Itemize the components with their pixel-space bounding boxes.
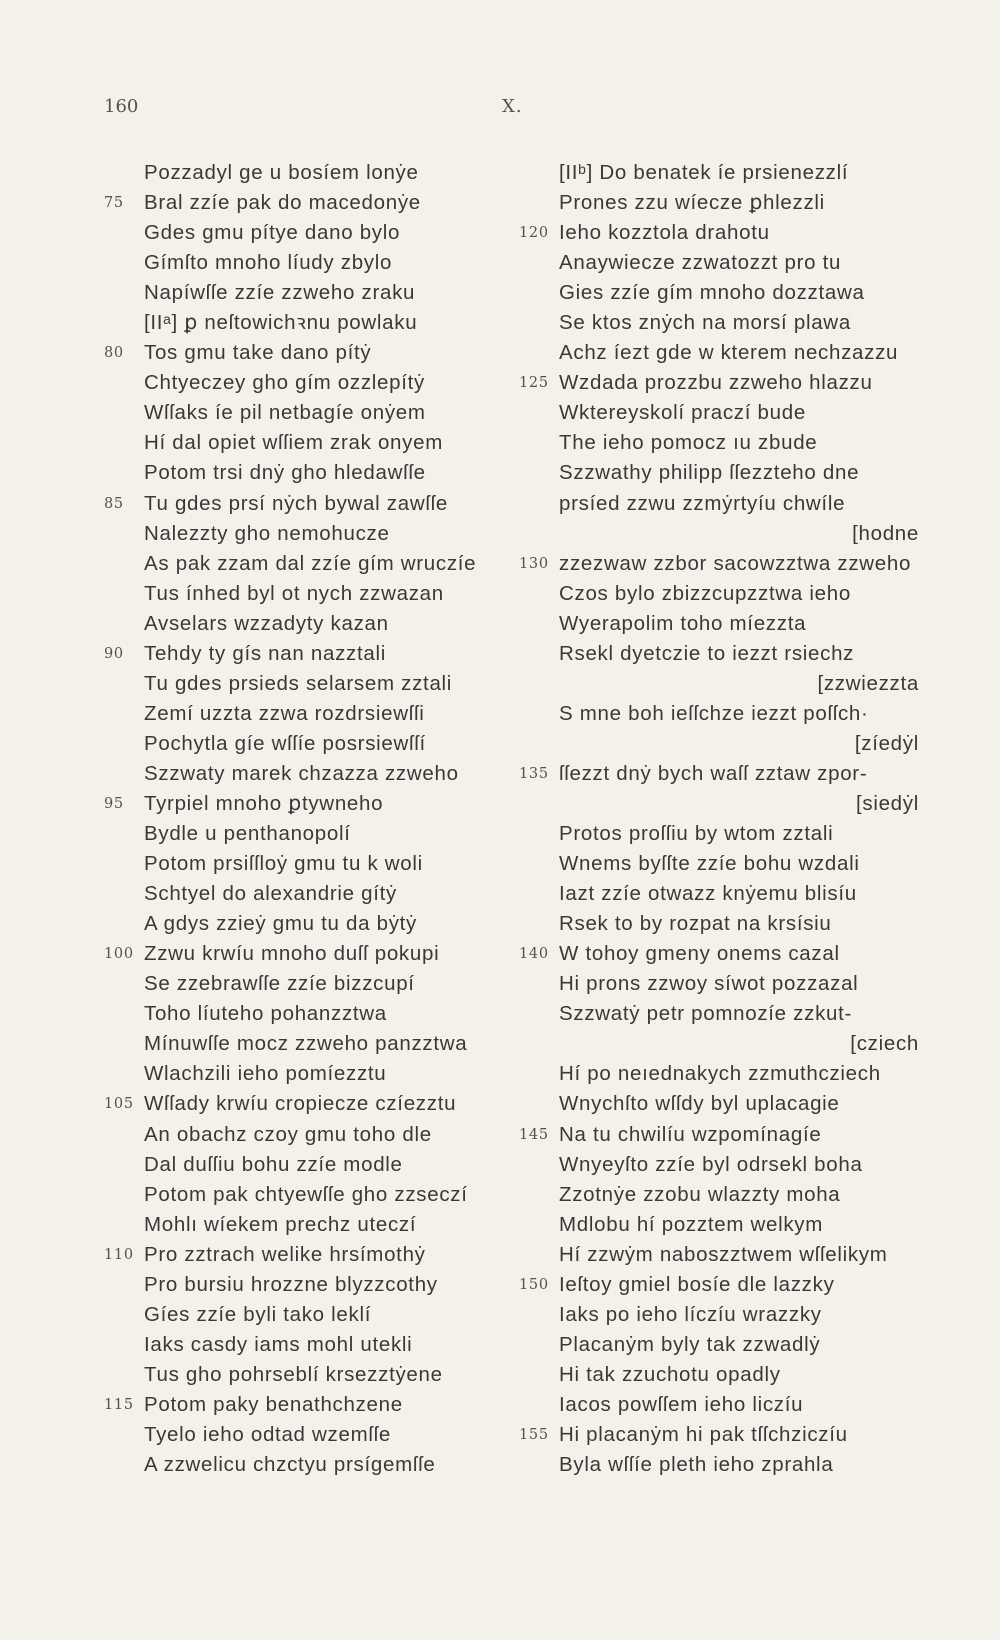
verse-line-continuation bbox=[519, 789, 919, 819]
verse-text: The ieho pomocz ıu zbude bbox=[559, 431, 818, 455]
verse-line bbox=[519, 639, 919, 669]
verse-line bbox=[104, 1390, 524, 1420]
verse-line bbox=[519, 1180, 919, 1210]
verse-line bbox=[104, 1059, 524, 1089]
verse-line bbox=[104, 1029, 524, 1059]
verse-line bbox=[519, 609, 919, 639]
verse-text: Gímſto mnoho líudy zbylo bbox=[144, 251, 393, 275]
verse-line bbox=[519, 278, 919, 308]
verse-line bbox=[104, 248, 524, 278]
verse-text: Rsekl dyetczie to iezzt rsiechz bbox=[559, 641, 855, 665]
verse-line bbox=[104, 669, 524, 699]
verse-text: Mínuwſſe mocz zzweho panzztwa bbox=[144, 1032, 468, 1056]
verse-text: Iacos powſſem ieho liczíu bbox=[559, 1392, 804, 1416]
verse-text: Hi tak zzuchotu opadly bbox=[559, 1362, 781, 1386]
verse-text: Wlachzili ieho pomíezztu bbox=[144, 1062, 387, 1086]
verse-text: Wktereyskolí praczí bude bbox=[559, 401, 806, 425]
verse-line bbox=[104, 579, 524, 609]
verse-text: Tehdy ty gís nan nazztali bbox=[144, 641, 386, 665]
verse-text: Nalezzty gho nemohucze bbox=[144, 521, 390, 545]
chapter-heading: X. bbox=[502, 96, 523, 117]
verse-text: Wnems byſſte zzíe bohu wzdali bbox=[559, 852, 860, 876]
verse-text: An obachz czoy gmu toho dle bbox=[144, 1122, 432, 1146]
verse-line bbox=[104, 489, 524, 519]
verse-line bbox=[104, 549, 524, 579]
page-number: 160 bbox=[104, 96, 139, 117]
verse-text: Szzwaty marek chzazza zzweho bbox=[144, 761, 459, 785]
verse-text: Ieſtoy gmiel bosíe dle lazzky bbox=[559, 1272, 835, 1296]
right-column bbox=[519, 158, 919, 1480]
verse-text: Hí dal opiet wſſiem zrak onyem bbox=[144, 431, 443, 455]
verse-text: Se zzebrawſſe zzíe bizzcupí bbox=[144, 972, 415, 996]
verse-text: Hí zzwẏm naboszztwem wſſelikym bbox=[559, 1242, 888, 1266]
verse-line bbox=[519, 999, 919, 1029]
verse-text: Iaks casdy iams mohl utekli bbox=[144, 1332, 413, 1356]
verse-text: Se ktos znẏch na morsí plawa bbox=[559, 311, 851, 335]
verse-line bbox=[519, 1420, 919, 1450]
verse-text: Achz íezt gde w kterem nechzazzu bbox=[559, 341, 899, 365]
verse-text: Hi prons zzwoy síwot pozzazal bbox=[559, 972, 859, 996]
verse-text: A zzwelicu chzctyu prsígemſſe bbox=[144, 1453, 436, 1477]
verse-line bbox=[519, 1330, 919, 1360]
line-number: 150 bbox=[519, 1276, 549, 1293]
verse-text: Gíes zzíe byli tako leklí bbox=[144, 1302, 372, 1326]
verse-text: Avselars wzzadyty kazan bbox=[144, 611, 389, 635]
verse-line bbox=[104, 1089, 524, 1119]
verse-line bbox=[519, 909, 919, 939]
verse-text: Tus ínhed byl ot nych zzwazan bbox=[144, 581, 444, 605]
verse-text: Ieho kozztola drahotu bbox=[559, 221, 770, 245]
verse-line bbox=[104, 338, 524, 368]
verse-text: Hí po neıednakych zzmuthcziech bbox=[559, 1062, 881, 1086]
verse-text: Wzdada prozzbu zzweho hlazzu bbox=[559, 371, 873, 395]
verse-line bbox=[519, 188, 919, 218]
verse-line bbox=[104, 188, 524, 218]
verse-line bbox=[104, 729, 524, 759]
verse-text: Tus gho pohrseblí krsezztẏene bbox=[144, 1362, 443, 1386]
verse-text: W tohoy gmeny onems cazal bbox=[559, 942, 840, 966]
verse-line bbox=[104, 1210, 524, 1240]
verse-line bbox=[519, 1089, 919, 1119]
verse-line bbox=[104, 1420, 524, 1450]
left-column bbox=[104, 158, 524, 1480]
verse-line bbox=[519, 458, 919, 488]
verse-text: Szzwatẏ petr pomnozíe zzkut- bbox=[559, 1002, 853, 1026]
verse-line bbox=[519, 218, 919, 248]
verse-text: Wnyeyſto zzíe byl odrsekl boha bbox=[559, 1152, 863, 1176]
verse-line bbox=[519, 759, 919, 789]
verse-text: Szzwathy philipp ſſezzteho dne bbox=[559, 461, 860, 485]
verse-text: Hi placanẏm hi pak tſſchziczíu bbox=[559, 1422, 848, 1446]
verse-text: Iaks po ieho líczíu wrazzky bbox=[559, 1302, 822, 1326]
verse-text: [hodne bbox=[852, 521, 919, 545]
verse-text: Tyelo ieho odtad wzemſſe bbox=[144, 1422, 391, 1446]
verse-text: Chtyeczey gho gím ozzlepítẏ bbox=[144, 371, 425, 395]
verse-text: Gies zzíe gím mnoho dozztawa bbox=[559, 281, 865, 305]
verse-line bbox=[104, 1270, 524, 1300]
line-number: 110 bbox=[104, 1246, 134, 1263]
verse-text: Czos bylo zbizzcupzztwa ieho bbox=[559, 581, 851, 605]
verse-line bbox=[104, 1360, 524, 1390]
verse-line bbox=[104, 909, 524, 939]
verse-line bbox=[104, 1240, 524, 1270]
verse-text: Tos gmu take dano pítẏ bbox=[144, 341, 372, 365]
verse-text: Na tu chwilíu wzpomínagíe bbox=[559, 1122, 822, 1146]
verse-line bbox=[519, 699, 919, 729]
verse-line bbox=[104, 999, 524, 1029]
page-header bbox=[104, 96, 896, 124]
verse-line bbox=[104, 609, 524, 639]
verse-text: Zzwu krwíu mnoho duſſ pokupi bbox=[144, 942, 440, 966]
verse-text: Wſſaks íe pil netbagíe onẏem bbox=[144, 401, 426, 425]
verse-line bbox=[519, 939, 919, 969]
verse-line bbox=[104, 699, 524, 729]
verse-line bbox=[104, 939, 524, 969]
verse-text: Byla wſſíe pleth ieho zprahla bbox=[559, 1453, 834, 1477]
verse-text: Gdes gmu pítye dano bylo bbox=[144, 221, 401, 245]
verse-line bbox=[519, 1300, 919, 1330]
verse-text: [siedẏl bbox=[855, 791, 919, 815]
verse-text: Protos proſſiu by wtom zztali bbox=[559, 822, 834, 846]
verse-text: Mdlobu hí pozztem welkym bbox=[559, 1212, 824, 1236]
verse-text: Wnychſto wſſdy byl uplacagie bbox=[559, 1092, 840, 1116]
verse-line bbox=[519, 158, 919, 188]
verse-text: Anaywiecze zzwatozzt pro tu bbox=[559, 251, 842, 275]
verse-line bbox=[519, 1450, 919, 1480]
verse-line bbox=[104, 308, 524, 338]
verse-line-continuation bbox=[519, 669, 919, 699]
verse-text: Dal duſſiu bohu zzíe modle bbox=[144, 1152, 403, 1176]
verse-line bbox=[104, 759, 524, 789]
verse-text: Pozzadyl ge u bosíem lonẏe bbox=[144, 161, 419, 184]
verse-line bbox=[104, 458, 524, 488]
verse-line bbox=[519, 248, 919, 278]
line-number: 155 bbox=[519, 1426, 549, 1443]
verse-text: Potom pak chtyewſſe gho zzseczí bbox=[144, 1182, 468, 1206]
verse-line bbox=[104, 1300, 524, 1330]
line-number: 145 bbox=[519, 1126, 549, 1143]
verse-line bbox=[104, 368, 524, 398]
line-number: 80 bbox=[104, 345, 124, 362]
verse-line bbox=[104, 428, 524, 458]
verse-line bbox=[519, 489, 919, 519]
verse-text: [zíedẏl bbox=[854, 731, 919, 755]
verse-text: Rsek to by rozpat na krsísiu bbox=[559, 912, 832, 936]
verse-line bbox=[104, 639, 524, 669]
verse-text: Zemí uzzta zzwa rozdrsiewſſi bbox=[144, 701, 425, 725]
verse-line bbox=[104, 1450, 524, 1480]
line-number: 140 bbox=[519, 946, 549, 963]
verse-text: Tu gdes prsieds selarsem zztali bbox=[144, 671, 453, 695]
verse-line bbox=[519, 549, 919, 579]
verse-text: Pochytla gíe wſſíe posrsiewſſí bbox=[144, 731, 426, 755]
verse-line bbox=[104, 278, 524, 308]
verse-line bbox=[104, 819, 524, 849]
verse-text: Placanẏm byly tak zzwadlẏ bbox=[559, 1332, 821, 1356]
verse-line-continuation bbox=[519, 519, 919, 549]
verse-text: Tyrpiel mnoho ꝑtywneho bbox=[144, 791, 384, 815]
line-number: 115 bbox=[104, 1396, 134, 1413]
verse-line bbox=[519, 338, 919, 368]
verse-line bbox=[519, 1270, 919, 1300]
verse-text: A gdys zzieẏ gmu tu da bẏtẏ bbox=[144, 912, 417, 936]
line-number: 135 bbox=[519, 765, 549, 782]
verse-text: Pro zztrach welike hrsímothẏ bbox=[144, 1242, 426, 1266]
verse-text: Prones zzu wíecze ꝑhlezzli bbox=[559, 191, 825, 215]
line-number: 75 bbox=[104, 195, 124, 212]
verse-text: Potom paky benathchzene bbox=[144, 1392, 403, 1416]
line-number: 130 bbox=[519, 555, 549, 572]
verse-line bbox=[104, 1180, 524, 1210]
verse-line bbox=[104, 879, 524, 909]
line-number: 90 bbox=[104, 645, 124, 662]
verse-text: Iazt zzíe otwazz knẏemu blisíu bbox=[559, 882, 857, 906]
verse-text: Wſſady krwíu cropiecze czíezztu bbox=[144, 1092, 457, 1116]
line-number: 120 bbox=[519, 225, 549, 242]
verse-line bbox=[519, 1120, 919, 1150]
line-number: 100 bbox=[104, 946, 134, 963]
line-number: 105 bbox=[104, 1096, 134, 1113]
line-number: 85 bbox=[104, 495, 124, 512]
verse-line bbox=[519, 849, 919, 879]
verse-line bbox=[519, 1240, 919, 1270]
verse-line bbox=[519, 428, 919, 458]
verse-line bbox=[104, 1120, 524, 1150]
verse-text: [IIᵃ] ꝑ neſtowichꝛnu powlaku bbox=[144, 311, 418, 335]
verse-line bbox=[104, 789, 524, 819]
verse-text: Tu gdes prsí nẏch bywal zawſſe bbox=[144, 491, 448, 515]
verse-line bbox=[104, 218, 524, 248]
verse-text: Napíwſſe zzíe zzweho zraku bbox=[144, 281, 416, 305]
line-number: 95 bbox=[104, 795, 124, 812]
verse-line bbox=[519, 308, 919, 338]
verse-line bbox=[519, 1210, 919, 1240]
verse-line bbox=[519, 1150, 919, 1180]
verse-line bbox=[519, 368, 919, 398]
verse-line bbox=[519, 1059, 919, 1089]
verse-text: Pro bursiu hrozzne blyzzcothy bbox=[144, 1272, 438, 1296]
verse-line bbox=[104, 158, 524, 188]
verse-line bbox=[104, 1330, 524, 1360]
verse-text: Potom trsi dnẏ gho hledawſſe bbox=[144, 461, 426, 485]
verse-text: prsíed zzwu zzmẏrtyíu chwíle bbox=[559, 491, 846, 515]
verse-line bbox=[519, 879, 919, 909]
verse-line bbox=[104, 519, 524, 549]
verse-text: Potom prsiſſloẏ gmu tu k woli bbox=[144, 852, 423, 876]
verse-text: Toho líuteho pohanzztwa bbox=[144, 1002, 387, 1026]
verse-text: Bral zzíe pak do macedonẏe bbox=[144, 191, 421, 215]
verse-text: Mohlı wíekem prechz uteczí bbox=[144, 1212, 417, 1236]
verse-text: [zzwiezzta bbox=[817, 671, 919, 695]
verse-line bbox=[519, 969, 919, 999]
verse-text: As pak zzam dal zzíe gím wruczíe bbox=[144, 551, 477, 575]
verse-text: [cziech bbox=[850, 1032, 919, 1056]
verse-line bbox=[519, 398, 919, 428]
verse-text: zzezwaw zzbor sacowzztwa zzweho bbox=[559, 551, 912, 575]
verse-text: Bydle u penthanopolí bbox=[144, 822, 351, 846]
verse-text: ſſezzt dnẏ bych waſſ zztaw zpor- bbox=[559, 761, 868, 785]
verse-line-continuation bbox=[519, 729, 919, 759]
verse-line bbox=[104, 849, 524, 879]
verse-line bbox=[519, 1360, 919, 1390]
verse-line bbox=[104, 969, 524, 999]
verse-line bbox=[104, 398, 524, 428]
verse-line bbox=[519, 819, 919, 849]
verse-line-continuation bbox=[519, 1029, 919, 1059]
verse-line bbox=[104, 1150, 524, 1180]
verse-text: Wyerapolim toho míezzta bbox=[559, 611, 807, 635]
verse-line bbox=[519, 1390, 919, 1420]
verse-line bbox=[519, 579, 919, 609]
verse-text: [IIᵇ] Do benatek íe prsienezzlí bbox=[559, 161, 849, 184]
verse-text: S mne boh ieſſchze iezzt poſſch· bbox=[559, 701, 869, 725]
line-number: 125 bbox=[519, 375, 549, 392]
verse-text: Zzotnẏe zzobu wlazzty moha bbox=[559, 1182, 841, 1206]
verse-text: Schtyel do alexandrie gítẏ bbox=[144, 882, 397, 906]
